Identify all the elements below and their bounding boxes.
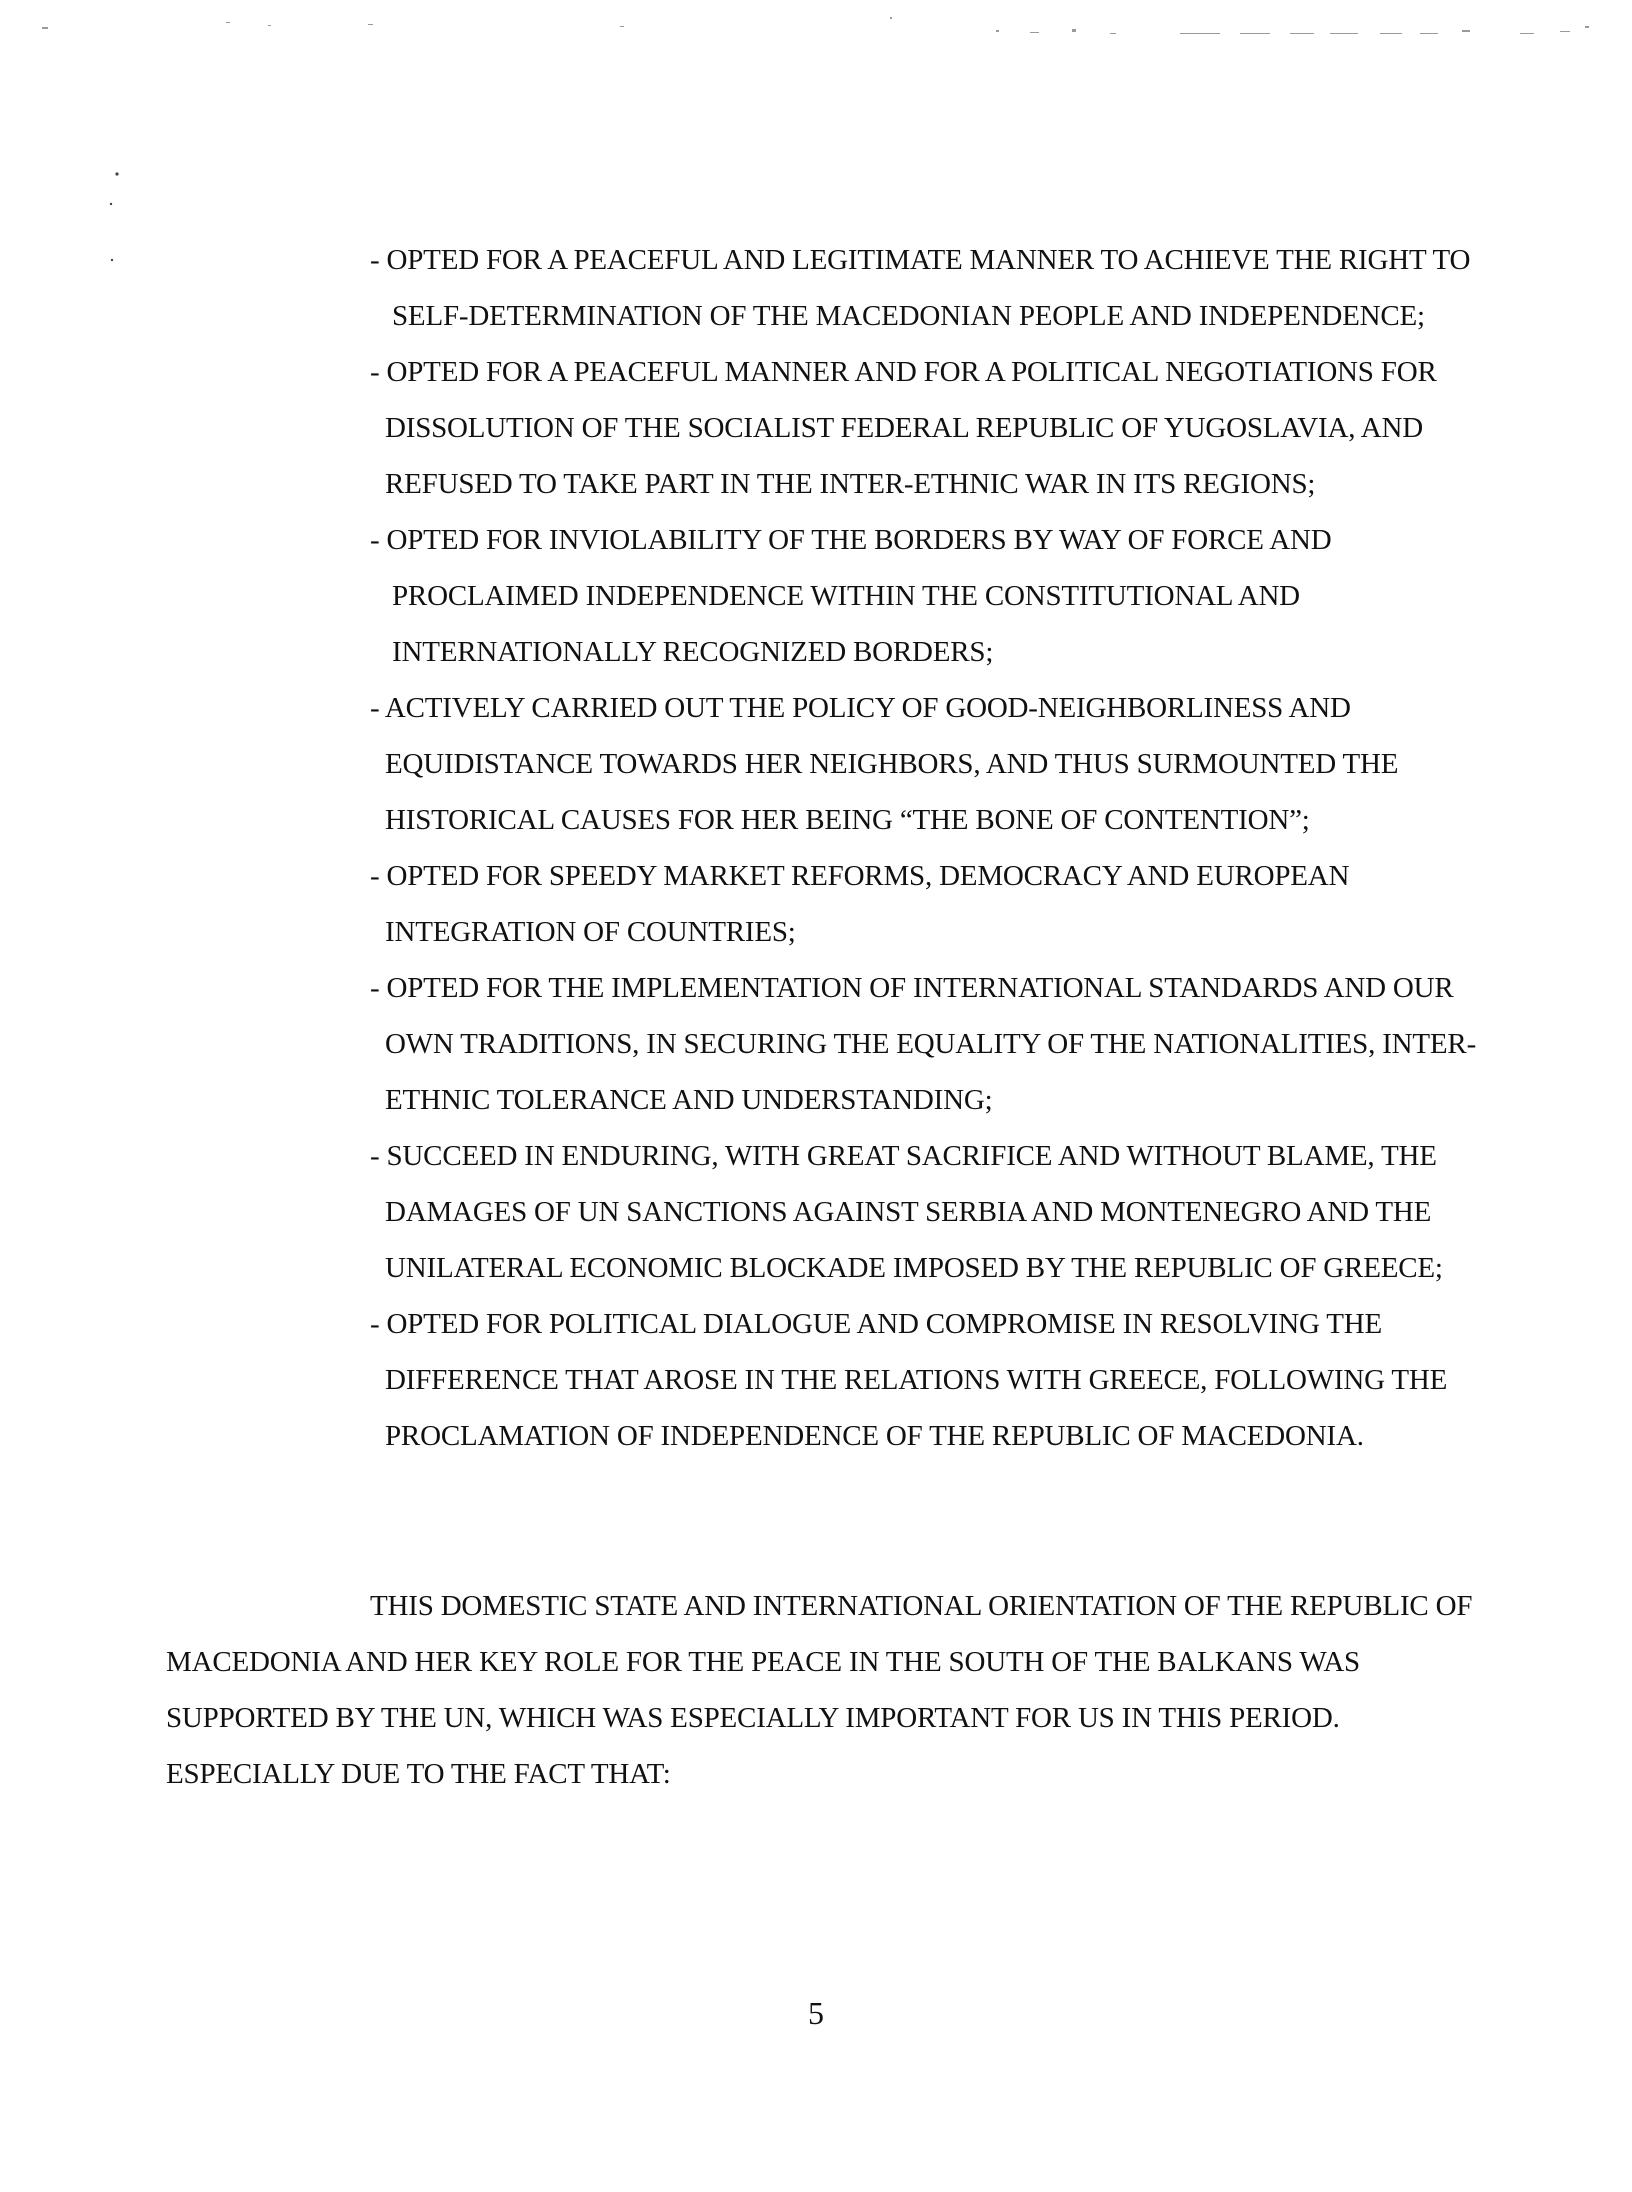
bullet-line: DAMAGES OF UN SANCTIONS AGAINST SERBIA AND MONTENEGRO AND THE: [385, 1196, 1432, 1228]
margin-specks: [100, 165, 120, 285]
bullet-line: DISSOLUTION OF THE SOCIALIST FEDERAL REPUBLIC OF YUGOSLAVIA, AND: [385, 412, 1423, 444]
bullet-line: - OPTED FOR A PEACEFUL AND LEGITIMATE MANNER TO ACHIEVE THE RIGHT TO: [370, 244, 1471, 276]
bullet-line: SELF-DETERMINATION OF THE MACEDONIAN PEOPLE AND INDEPENDENCE;: [392, 300, 1425, 332]
bullet-line: - OPTED FOR POLITICAL DIALOGUE AND COMPROMISE IN RESOLVING THE: [370, 1308, 1383, 1340]
bullet-line: INTERNATIONALLY RECOGNIZED BORDERS;: [392, 636, 994, 668]
bullet-line: ETHNIC TOLERANCE AND UNDERSTANDING;: [385, 1084, 993, 1116]
bullet-line: - OPTED FOR SPEEDY MARKET REFORMS, DEMOCRACY AND EUROPEAN: [370, 860, 1350, 892]
bullet-line: PROCLAIMED INDEPENDENCE WITHIN THE CONSTITUTIONAL AND: [392, 580, 1300, 612]
bullet-line: OWN TRADITIONS, IN SECURING THE EQUALITY OF THE NATIONALITIES, INTER-: [385, 1028, 1477, 1060]
bullet-line: - SUCCEED IN ENDURING, WITH GREAT SACRIFICE AND WITHOUT BLAME, THE: [370, 1140, 1437, 1172]
bullet-line: REFUSED TO TAKE PART IN THE INTER-ETHNIC WAR IN ITS REGIONS;: [385, 468, 1316, 500]
paragraph-line: SUPPORTED BY THE UN, WHICH WAS ESPECIALLY IMPORTANT FOR US IN THIS PERIOD.: [166, 1702, 1340, 1734]
bullet-line: DIFFERENCE THAT AROSE IN THE RELATIONS WITH GREECE, FOLLOWING THE: [385, 1364, 1448, 1396]
bullet-line: - OPTED FOR A PEACEFUL MANNER AND FOR A POLITICAL NEGOTIATIONS FOR: [370, 356, 1437, 388]
page-number: 5: [808, 1995, 824, 2031]
scan-noise: [0, 0, 1632, 60]
bullet-line: - ACTIVELY CARRIED OUT THE POLICY OF GOOD-NEIGHBORLINESS AND: [370, 692, 1351, 724]
bullet-line: INTEGRATION OF COUNTRIES;: [385, 916, 796, 948]
paragraph-line: THIS DOMESTIC STATE AND INTERNATIONAL ORIENTATION OF THE REPUBLIC OF: [370, 1590, 1473, 1622]
bullet-line: UNILATERAL ECONOMIC BLOCKADE IMPOSED BY THE REPUBLIC OF GREECE;: [385, 1252, 1443, 1284]
bullet-line: - OPTED FOR THE IMPLEMENTATION OF INTERNATIONAL STANDARDS AND OUR: [370, 972, 1454, 1004]
paragraph-line: MACEDONIA AND HER KEY ROLE FOR THE PEACE IN THE SOUTH OF THE BALKANS WAS: [166, 1646, 1360, 1678]
paragraph-line: ESPECIALLY DUE TO THE FACT THAT:: [166, 1758, 671, 1790]
bullet-line: - OPTED FOR INVIOLABILITY OF THE BORDERS BY WAY OF FORCE AND: [370, 524, 1332, 556]
bullet-line: PROCLAMATION OF INDEPENDENCE OF THE REPUBLIC OF MACEDONIA.: [385, 1420, 1364, 1452]
bullet-line: EQUIDISTANCE TOWARDS HER NEIGHBORS, AND THUS SURMOUNTED THE: [385, 748, 1399, 780]
bullet-line: HISTORICAL CAUSES FOR HER BEING “THE BONE OF CONTENTION”;: [385, 804, 1310, 836]
